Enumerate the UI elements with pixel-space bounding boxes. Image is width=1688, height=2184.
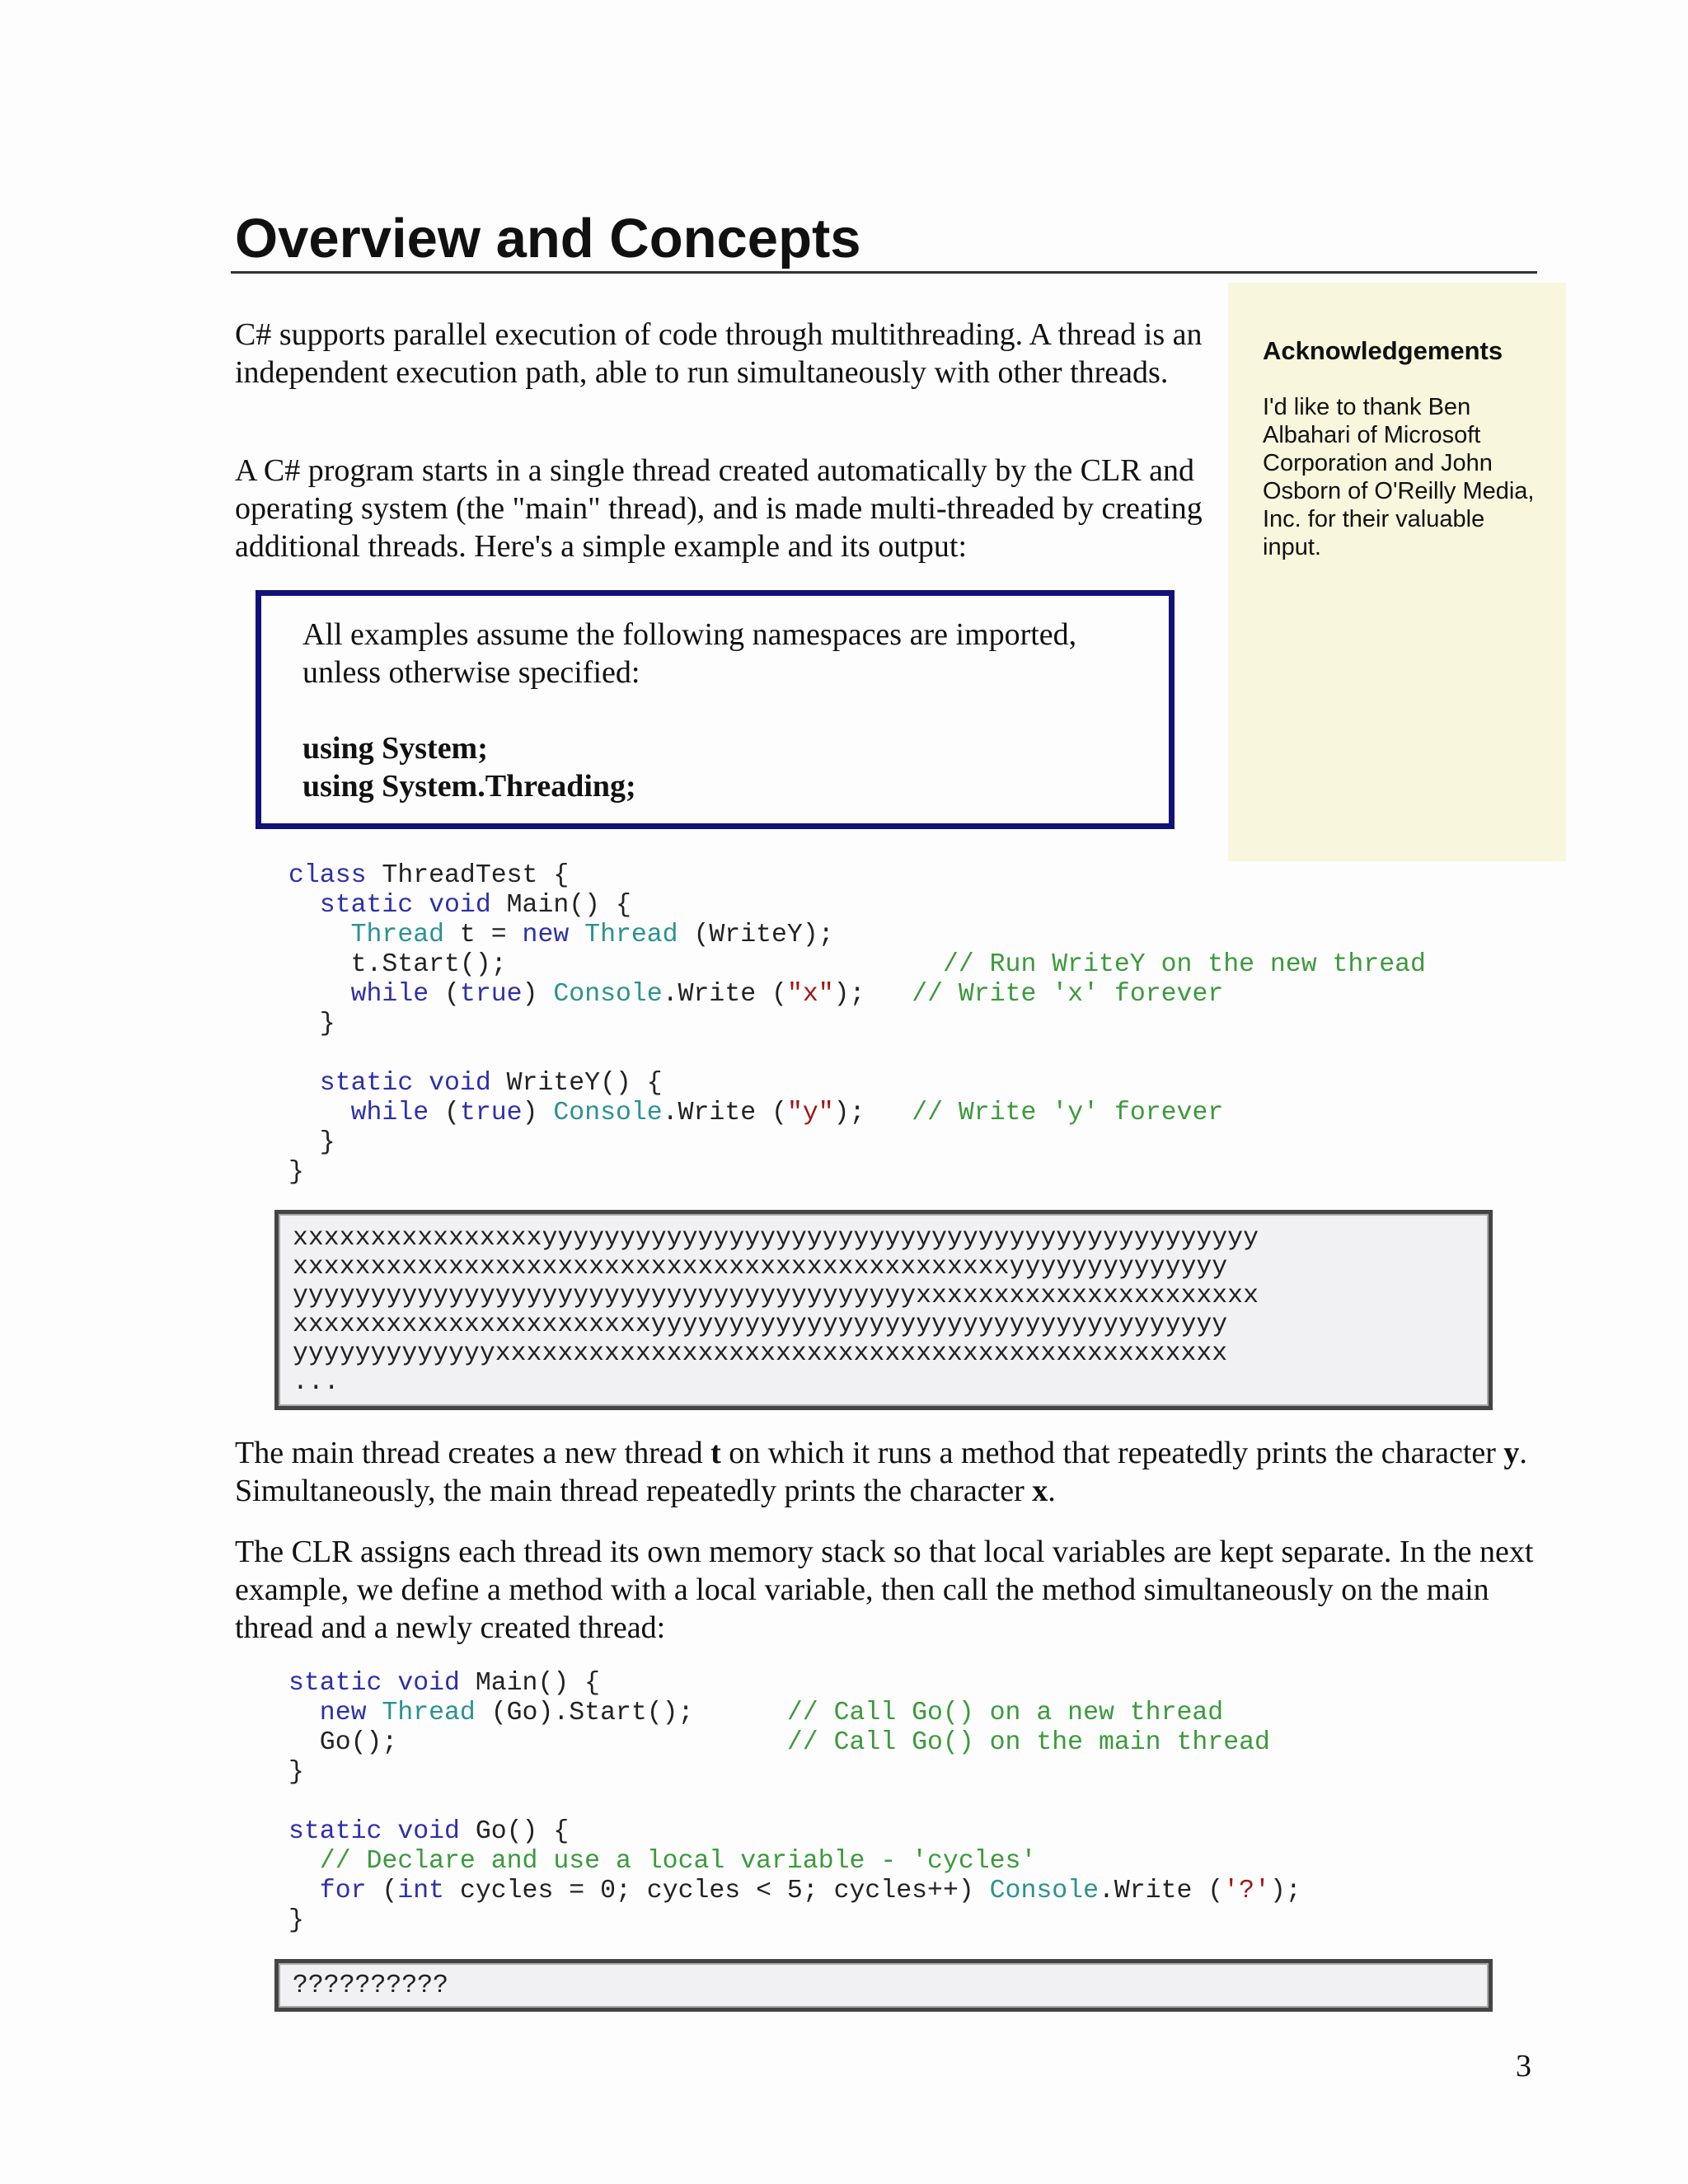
- code-token: class: [288, 861, 367, 890]
- code-token: int: [397, 1877, 445, 1905]
- body-paragraph-1: [235, 1434, 1554, 1510]
- intro-paragraph-1: C# supports parallel execution of code through multithreading. A thread is an independent execution path, able to run simultaneously with other threads.: [235, 317, 1203, 390]
- body-paragraph-2: The CLR assigns each thread its own memory stack so that local variables are kept separate. In the next example, we define a method with a local variable, then call the method simultaneously on the main thread and a newly created thread:: [235, 1535, 1534, 1645]
- acknowledgements-sidebar: [1228, 283, 1566, 861]
- code-token: .Write (: [662, 1099, 787, 1127]
- code-token: );: [1269, 1877, 1301, 1905]
- code-token: Main() {: [459, 1669, 601, 1698]
- output-line: xxxxxxxxxxxxxxxxyyyyyyyyyyyyyyyyyyyyyyyyyyyyyyyyyyyyyyyyyyyyyy: [293, 1224, 1259, 1253]
- note-text: All examples assume the following namespaces are imported, unless otherwise specified:: [302, 617, 1077, 690]
- code-token: static void: [288, 891, 491, 920]
- code-token: static void: [288, 1669, 460, 1698]
- code-token: Main() {: [490, 891, 631, 920]
- code-token: while: [288, 1099, 429, 1127]
- code-token: static void: [288, 1069, 491, 1098]
- code-token: new: [288, 1699, 367, 1727]
- code-comment: // Declare and use a local variable - 'cycles': [288, 1847, 1037, 1876]
- text-run-bold: y: [1503, 1436, 1520, 1470]
- code-token: Console: [553, 1099, 663, 1127]
- console-output-2: [274, 1959, 1493, 2012]
- output-line: ??????????: [293, 1971, 449, 2000]
- note-import-system: using System;: [302, 731, 488, 766]
- code-token: (: [366, 1877, 398, 1905]
- code-token: }: [288, 1758, 304, 1787]
- code-token: ): [522, 980, 554, 1009]
- code-comment: // Write 'x' forever: [912, 980, 1224, 1009]
- title-divider: [231, 271, 1537, 274]
- code-token: Go();: [288, 1728, 787, 1757]
- code-token: }: [288, 1906, 304, 1935]
- text-run: The main thread creates a new thread: [235, 1436, 711, 1470]
- code-token: Console: [989, 1877, 1099, 1905]
- code-comment: // Call Go() on a new thread: [786, 1699, 1224, 1727]
- code-token: }: [288, 1128, 335, 1157]
- code-token: Console: [553, 980, 663, 1009]
- code-token: cycles = 0; cycles < 5; cycles++): [444, 1877, 990, 1905]
- code-token: }: [288, 1158, 304, 1187]
- code-token: true: [459, 1099, 523, 1127]
- sidebar-text: I'd like to thank Ben Albahari of Microsoft Corporation and John Osborn of O'Reilly Media, Inc. for their valuable input.: [1263, 394, 1535, 560]
- sidebar-heading: Acknowledgements: [1263, 336, 1503, 365]
- code-token: .Write (: [1098, 1877, 1224, 1905]
- code-token: (WriteY);: [678, 921, 834, 949]
- console-output-1: [274, 1210, 1493, 1410]
- output-line: yyyyyyyyyyyyyyyyyyyyyyyyyyyyyyyyyyyyyyyyxxxxxxxxxxxxxxxxxxxxxx: [293, 1282, 1259, 1310]
- code-token: (: [429, 1099, 460, 1127]
- code-string: "y": [786, 1099, 834, 1127]
- code-example-1: [288, 861, 1426, 1188]
- code-token: new: [522, 921, 570, 949]
- text-run-bold: x: [1032, 1474, 1048, 1508]
- namespaces-note-box: [256, 590, 1175, 829]
- code-comment: // Run WriteY on the new thread: [942, 950, 1426, 979]
- text-run: . Simultaneously, the main thread repeatedly prints the character: [235, 1436, 1527, 1508]
- code-token: Go() {: [459, 1817, 570, 1846]
- code-token: t =: [444, 921, 523, 949]
- output-line: yyyyyyyyyyyyyxxxxxxxxxxxxxxxxxxxxxxxxxxxxxxxxxxxxxxxxxxxxxxx: [293, 1339, 1228, 1368]
- code-token: true: [459, 980, 523, 1009]
- code-token: Thread: [288, 921, 445, 949]
- note-import-threading: using System.Threading;: [302, 769, 636, 804]
- code-token: }: [288, 1010, 335, 1038]
- page-title: Overview and Concepts: [235, 208, 861, 269]
- code-example-2: [288, 1669, 1301, 1936]
- intro-paragraph-2: A C# program starts in a single thread created automatically by the CLR and operating system (the "main" thread), and is made multi-threaded by creating additional threads. Here's a simple example and its output:: [235, 453, 1203, 564]
- code-token: (Go).Start();: [475, 1699, 787, 1727]
- code-token: static void: [288, 1817, 460, 1846]
- output-line: ...: [293, 1368, 340, 1397]
- text-run-bold: t: [710, 1436, 721, 1470]
- code-token: WriteY() {: [490, 1069, 663, 1098]
- code-token: Thread: [366, 1699, 476, 1727]
- text-run: .: [1048, 1474, 1056, 1508]
- code-token: for: [288, 1877, 367, 1905]
- code-token: t.Start();: [288, 950, 943, 979]
- code-string: '?': [1223, 1877, 1270, 1905]
- code-comment: // Call Go() on the main thread: [786, 1728, 1270, 1757]
- output-line: xxxxxxxxxxxxxxxxxxxxxxxyyyyyyyyyyyyyyyyyyyyyyyyyyyyyyyyyyyyy: [293, 1310, 1228, 1339]
- code-token: ThreadTest {: [366, 861, 570, 890]
- code-token: ): [522, 1099, 554, 1127]
- text-run: on which it runs a method that repeatedly prints the character: [720, 1436, 1504, 1470]
- code-token: (: [429, 980, 460, 1009]
- code-token: );: [833, 1099, 912, 1127]
- page-number: 3: [1516, 2049, 1531, 2083]
- code-token: Thread: [569, 921, 678, 949]
- code-comment: // Write 'y' forever: [912, 1099, 1224, 1127]
- output-line: xxxxxxxxxxxxxxxxxxxxxxxxxxxxxxxxxxxxxxxxxxxxxxyyyyyyyyyyyyyy: [293, 1253, 1228, 1282]
- code-token: while: [288, 980, 429, 1009]
- code-token: .Write (: [662, 980, 787, 1009]
- code-string: "x": [786, 980, 834, 1009]
- code-token: );: [833, 980, 912, 1009]
